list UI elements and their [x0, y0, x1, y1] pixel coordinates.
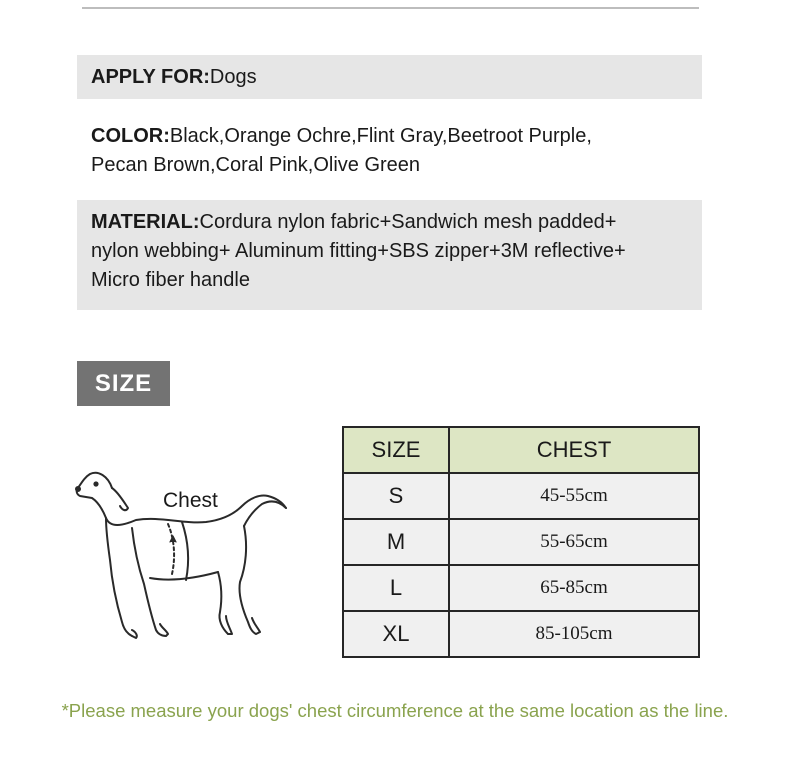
size-chart-table	[342, 426, 700, 658]
spec-color	[77, 120, 702, 184]
spec-color-label: COLOR:	[91, 125, 170, 147]
table-row	[343, 565, 699, 611]
table-row	[343, 519, 699, 565]
spec-color-value-line2: Pecan Brown,Coral Pink,Olive Green	[91, 154, 421, 176]
size-cell: M	[343, 519, 449, 565]
spec-apply-for	[77, 55, 702, 99]
chest-cell: 65-85cm	[449, 565, 699, 611]
size-cell: XL	[343, 611, 449, 657]
size-cell: L	[343, 565, 449, 611]
measurement-note: *Please measure your dogs' chest circumference at the same location as the line.	[61, 700, 729, 721]
spec-material	[77, 200, 702, 310]
size-cell: S	[343, 473, 449, 519]
chest-cell: 45-55cm	[449, 473, 699, 519]
size-section-tab: SIZE	[77, 361, 170, 406]
spec-material-value-line1: Cordura nylon fabric+Sandwich mesh padded+	[199, 211, 617, 233]
table-row	[343, 611, 699, 657]
chest-cell: 55-65cm	[449, 519, 699, 565]
spec-material-label: MATERIAL:	[91, 211, 200, 233]
spec-apply-for-label: APPLY FOR:	[91, 66, 210, 88]
size-column-header: SIZE	[343, 427, 449, 473]
spec-color-value-line1: Black,Orange Ochre,Flint Gray,Beetroot Purple,	[169, 125, 592, 147]
chest-cell: 85-105cm	[449, 611, 699, 657]
chest-column-header: CHEST	[449, 427, 699, 473]
spec-material-value-line3: Micro fiber handle	[91, 269, 250, 291]
size-chart-header-row	[343, 427, 699, 473]
spec-apply-for-value: Dogs	[209, 66, 257, 88]
spec-material-value-line2: nylon webbing+ Aluminum fitting+SBS zipper+3M reflective+	[91, 240, 626, 262]
chest-label: Chest	[163, 489, 218, 512]
top-divider	[82, 7, 699, 9]
table-row	[343, 473, 699, 519]
